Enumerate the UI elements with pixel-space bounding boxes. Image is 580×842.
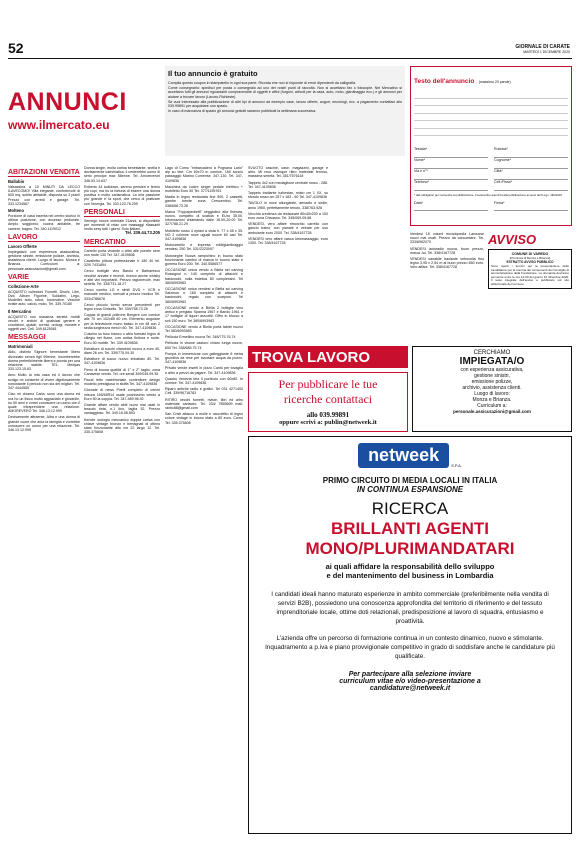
publish-line: Per pubblicare le tue xyxy=(278,377,378,391)
coupon-field[interactable]: Città* xyxy=(494,169,568,180)
coupon-field[interactable]: Firma* xyxy=(494,201,568,211)
ad-item: OCCASIONE unica vendo a Biella sei carving Rossignol n. 140 completo di attacchi e bastoncini, nulla estetica 80 complessivi. Tel 380/6993983 xyxy=(165,268,243,285)
section-heading: VARIE xyxy=(8,274,80,282)
coupon-title: Testo dell'annuncio xyxy=(414,78,475,85)
ad-item: Aldo, distinto Signore benestante libero divorziato senza figli 59enne, incontrerebbe donna preferibilmente libera e pronta per una relazione stabile. TEL. Medyas 333.123.15.63 xyxy=(8,350,80,372)
page-number: 52 xyxy=(8,40,24,56)
ad-item: Tappeto 3x2 con medaglione centrale rosso - 288. Tel. 347-4109836 xyxy=(248,180,328,189)
cerchiamo-desc: archivio, assistenza clienti. xyxy=(462,385,522,391)
ad-item: Riparo antiche radio e grafici. Tel 031 4271400 Cell. 339/96716783 xyxy=(165,387,243,396)
header-rule xyxy=(8,58,572,59)
netweek-tagline: S.P.A. xyxy=(451,463,462,468)
ad-item: Pompa in immersione con galleggiante 6 metra grundfos da rese per svuotare acqua da pozzo. 347-4109836 xyxy=(165,351,243,365)
ad-item: Donna single, molto carina benestante, snella e decisamente carismatica, il cesterebbe uomo di serio principe max 58enne. Tel. Amoreverori 346.53.14.637 xyxy=(84,166,160,183)
coupon-field[interactable]: Nome* xyxy=(414,158,488,169)
ad-item: Cerco piccolo tornio senza precedenti per legno zona Cinisello. Tel. 339/758.73.28 xyxy=(84,302,160,312)
ad-item: Motoseghe Nuova rampichino in buono stato funzionante cambio di marcia in buono stato e gomma Euro 200. Tel. 340.5586577 xyxy=(165,253,243,267)
info-line: Compila questo coupon in stampatello in ogni sua parte. Ricorda che non si risponde di errori dipendenti da calligrafia. xyxy=(168,81,356,85)
ad-item: Semego nuove orientale 21anni, si disponibile per momenti di relax con massaggi rilassanti molto sexy tutti i giorni. Solo italiani. xyxy=(84,218,160,232)
ad-item: Macchina da cucire singer pedale elettrico + mobiletto Euro 50 Tel. 377/1195761 xyxy=(165,184,243,194)
info-box xyxy=(165,66,405,156)
avviso-org: COMUNE DI VAREDO xyxy=(511,252,549,256)
ad-item: TAVOLO in noce allungabile, armadio e sedie, anno 1960, perfettamente tenuto. 338/763.926 xyxy=(248,201,328,210)
info-line: In caso di mancanza di spazio gli annunci gratuiti saranno pubblicati la settimana successiva. xyxy=(168,109,317,114)
ad-item: Grande affare vendo abiti nuovi mai usati in tessuto tinta, n.1 lino, taglia 52. Prezzo vantaggioso. Tel. 349.16.06.893 xyxy=(84,402,160,416)
subsection-heading: Il Mercatino xyxy=(8,308,32,314)
subsection-heading: Ballabio xyxy=(8,179,25,184)
info-box-title: Il tuo annuncio è gratuito xyxy=(168,69,258,78)
avviso-title: AVVISO xyxy=(488,232,537,247)
cerchiamo-mail[interactable]: personale.assicurazioni@gmail.com xyxy=(453,409,531,414)
masthead-title: ANNUNCI xyxy=(8,88,127,116)
netweek-body: I candidati ideali hanno maturato esperienze in ambito commerciale (preferibilmente nella vendita di servizi B2B), possiedono una conoscenza approfondita del territorio di riferimento e del tessuto imprenditoriale locale, ottime doti relazionali, predisposizione al lavoro di squadra, entusiasmo e proattività. xyxy=(271,591,549,625)
ad-item: Ciao mi chiamo Carla, sono una donna ed ora ho un fisico molto aggraziato e giovanile, ho 50 anni e vorrei conoscere un uomo con il quale intraprendere una relazione. AMOREVERO Tel. 346.13.12.999 xyxy=(8,392,80,414)
masthead-url: www.ilmercato.eu xyxy=(8,118,110,132)
subsection-heading: Collezione-Arte xyxy=(8,283,39,289)
ad-item: Fiscal letto matrimoniale contenitore design modello prestigiosa in stoffa Tel. 347-4109836 xyxy=(84,377,160,387)
ad-item: Pelliccia Ermellino nuova Tel. 348/775.76.74 xyxy=(165,335,236,340)
netweek-head: IN CONTINUA ESPANSIONE xyxy=(356,485,464,494)
ad-item: VENDESI sanabile baciante vetrocella fino legno 3,95 x 2,54 m al buon prezzo 650 euro. Vero affare. Tel. 338/4167728 xyxy=(410,257,484,270)
ad-phone: Tel. 339.44.73.205 xyxy=(125,230,160,236)
trova-lavoro-banner: TROVA LAVORO xyxy=(248,346,408,368)
section-heading: MESSAGGI xyxy=(8,334,80,342)
coupon-field[interactable]: Cognome* xyxy=(494,158,568,169)
cerchiamo-cv: Curriculum a: xyxy=(477,403,507,409)
netweek-affid: e del mantenimento del business in Lombardia xyxy=(326,571,494,580)
ad-item: OCCASIONE unica vendesi a Biella sci carving Salomon n. 160 completo di attacchi e bastoncini, regalo con scarponi. Tel 380/6993983 xyxy=(165,287,243,304)
info-line: Se vuoi interessato alla pubblicazione di altri tipi di annunci ad esempio case, lavoro offerte, auguri, necrologi, ecc. a pagamento contattaci allo 039.99891 per acquistare uno spazio. xyxy=(168,99,402,109)
section-heading: ABITAZIONI VENDITA xyxy=(8,169,80,176)
cerchiamo-title: CERCHIAMO xyxy=(473,350,511,356)
ad-item: Fieno di buona qualità' di 1° e 2° taglio, zona Canavese vendo. Tel. ore serali 390/045.09.35 xyxy=(84,367,160,376)
ad-item: Carrello porta vivande o altro alle ponete nere con ruote 130 Tel. 347-4109836 xyxy=(84,248,160,257)
ad-item: VENDESI autoradio nuova, buon prezzo, marca Jul. Tel. 338/4167728 xyxy=(410,246,484,255)
ad-item: Porzione di casa inserita nel centro storico in ottima posizione, con accesso pedonale. Ampio soggiorno, cucina abitabile, tre camere, bagno. Tel. 340.1119012 xyxy=(8,214,80,231)
ad-item: Estrattore di succhi vitaminici nuovo a euro 40, diam 26 cm. Tel. 339/775.09.30 xyxy=(84,346,160,355)
subsection-heading: Matrimoniali xyxy=(8,344,33,350)
ad-item: OCCASIONE vendo a Biella porta tablet nuovo Tel 380/6993983 xyxy=(165,324,243,333)
cerchiamo-role: IMPIEGATA/O xyxy=(459,356,525,367)
avviso-box xyxy=(488,232,572,342)
netweek-ad xyxy=(248,436,572,834)
ad-item: Estrattore di succo nuovo imballato 80. Tel. 347-4109836 xyxy=(84,357,160,366)
coupon-note: * dati obbligatori per consentire la pubblicazione. Il sottoscritto autorizza alla pubblicazione ai sensi del D.Lgs. 196/2003 xyxy=(414,193,562,197)
netweek-role: BRILLANTI AGENTI xyxy=(330,519,490,538)
coupon xyxy=(410,66,572,226)
coupon-field[interactable]: Data* xyxy=(414,201,488,211)
ad-item: Roberto 44 lodidown, sereno pensieri e fermo più cupi, ma ho la fortuna di essere una donna positiva e molto carismatica. La mia passione piu' grande e' la sport, che cerco di praticare con l'energia. Tel. 333.123.76.259 xyxy=(84,184,160,206)
ad-item: ACQUISTO collezioni Fumetti, Dischi, Libri, Dvd, Album Figurine, Soldatini, Lego, Modellini auto, robot, locomotive. Vecchie riviste auto, calcio, moto. Tel. 339.70180 xyxy=(8,289,80,307)
netweek-cta: curriculum vitae e/o video-presentazione a xyxy=(339,678,481,685)
column-2 xyxy=(84,166,160,834)
ad-item: Cuscino su fuso bianco o altro formato legno di ciliegio nel fiume, con antica finitura e ruote. Euro 50 mobile. Tel. 339 4109836 xyxy=(84,332,160,345)
avviso-sub: (Provincia di Monza e Brianza) xyxy=(509,256,551,260)
publish-email: oppure scrivi a: publin@netweek.it xyxy=(279,419,377,426)
ad-item: Mobiletto rosso 4 ripiani a vista h. 77 x 48 x 35. NO 2 colonne noce uguali nuove 60 cad Tel. 347-4109836 xyxy=(165,228,243,242)
ad-item: Marca "Foppapedretti" seggiolino alla finestra, nuovo, completo di scatola e EUro 35.00. Informazioni chiamando dalle 18.00-20.00 Tel. 327/788.21.29 xyxy=(165,209,243,227)
header-date: MARTEDÌ 1 DICEMBRE 2020 xyxy=(523,50,570,54)
avviso-body: Sono aperti i termini per la presentazione delle candidature per la nomina dei componenti del Consiglio di amministrazione della Fondazione. Le domande dovranno pervenire entro le ore 12.00 del giorno 10 dicembre 2020. Il testo integrale dell'avviso è pubblicato sul sito istituzionale del Comune. xyxy=(491,264,569,286)
netweek-cta: Per partecipare alla selezione inviare xyxy=(348,671,472,678)
publish-phone: allo 039.99891 xyxy=(306,411,350,419)
ad-item: VENDESI vero affare vasca idromassaggio, euro 1300. Tel. 338/4167728 xyxy=(248,236,328,246)
coupon-lines[interactable] xyxy=(414,91,568,143)
netweek-role: MONO/PLURIMANDATARI xyxy=(305,539,515,558)
ad-item: Kenote orologio meccanico doppia carica con chiave vintage bronzo e bertagnati di ottimo stato funzionante alto cm 22 largo 12. Tel. 335.375808 xyxy=(84,417,160,435)
netweek-ricerca: RICERCA xyxy=(371,499,449,518)
cerchiamo-desc: Monza e Brianza. xyxy=(472,397,512,403)
section-heading: PERSONALI xyxy=(84,209,160,217)
netweek-body: L'azienda offre un percorso di formazione continua in un contesto dinamico, nuovo e stimolante. Inquadramento a p.iva e piano provvigionale competitivo in grado di soddisfare anche le candidature più qualificate. xyxy=(265,635,555,660)
ad-item: RITIRO vecchi fumetti, riviste, libri ed altro materiale cartaceo. Tel. 334/ 7855699 mail: rantic88@gmail.com xyxy=(165,397,243,410)
info-line: Come consegnarlo: spedisci per posta o consegnalo ad uno dei nostri punti di raccolta. Non si accettano fax o fotocopie. Nel Mercatino si accettano tutti gli annunci riguardanti compravendite di oggetti e affini (furgoni, articoli per la casa, auto, moto, giardinaggio ecc.) e gli annunci per aiutare a trovare lavoro (Lavoro-Richieste). xyxy=(168,86,402,99)
column-1 xyxy=(8,166,80,834)
ad-item: Coppia di grandi poltrone Bergere con cornice alle 70 cm 102x85 60 cm. Elemento angolare per la televisione mono basso in cm 48 con 2 sedia lunghezza mesi h 60. Tel. 347-4109836 xyxy=(84,313,160,330)
ad-item: VENDESI, vero affare rimorchio carrello con gancio traino, con pianale e vetrate per uso ambulante euro 2000. Tel. 338/4167728 xyxy=(248,222,328,235)
netweek-head: PRIMO CIRCUITO DI MEDIA LOCALI IN ITALIA xyxy=(322,476,498,485)
column-3 xyxy=(165,166,243,834)
ad-item: Amo Molto la mia casa ed il lavoro che svolgo mi consente di vivere dignitosamente nonostante il periodo non sia dei migliori. Tel. 347.4444555 xyxy=(8,373,80,391)
ad-item: Valsassina a 10 MINUTI DA LECCO ILAVECOMO! Villa elegante, confortevole di 600 mq, subito abitabile, disposta su 3 piani! Prezzo con arredi e garage. Tel. 333.1234567 xyxy=(8,185,80,206)
ad-item: ACQUISTO con massima serietà mobili vecchi e antichi di qualsiasi genere e condizioni, quadri, cornici, orologi, monete e oggetti vari. Cell. 349.6125061 xyxy=(8,314,80,332)
cerchiamo-desc: gestione sinistri, xyxy=(474,373,510,379)
cerchiamo-desc: con esperienza assicurativa, xyxy=(460,367,524,373)
netweek-affid: ai quali affidare la responsabilità dello sviluppo xyxy=(325,562,495,571)
ad-item: Madia in legno restaurata fine 500, 2 cassetti, gambe tornite zona Crescentino. Tel. 338/658.73.26 xyxy=(165,195,243,208)
section-heading: LAVORO xyxy=(8,234,80,242)
ad-item: Pelliccia in visone castoro chiaro lunga nuove, 600 Tel. 338/685.75.74 xyxy=(165,341,243,350)
section-heading: MERCATINO xyxy=(84,239,160,247)
ad-item: Privato vende inserti in pizzo Cantù per tovaglia o altro a prezzi da pagare. Tel. 347-4109836 xyxy=(165,366,243,375)
ad-item: Vecchia credenza da restaurare 80x40x200 a 100 euro zona Chivasso. Tel. 345/069.09.68 xyxy=(248,211,328,221)
ad-item: San Cristi attacco a molle e raccofetto di legno colore vintage in buono stato a 80 euro. Como Tel. 335.375808 xyxy=(165,412,243,425)
ad-item: Impiegata/o con esperienza assicurativa, gestione sinistri, emissione polizze, archivio, assistenza clienti. Luogo di lavoro: Monza e Brianza. Curriculum a: personale.assicurazioni@gmail.com xyxy=(8,249,80,271)
ad-item: Cerco bottiglie vino Barolo e Barbaresco vecchie annate e recenti, ricerco anche whisky e altri vini importanti. Prezzo ragionevole, max serietà. Tel. 335/731.18.27 xyxy=(84,269,160,287)
netweek-email[interactable]: candidature@netweek.it xyxy=(369,685,451,692)
ad-item: Quadro Venezia tela il porticolo con 60x80. In cornice. Tel. 347-4109836 xyxy=(165,376,243,385)
publish-line: ricerche contattaci xyxy=(283,392,373,406)
ad-item: Decisamente attraente, Alba e una donna di grande cuore che ama la famiglia e vorrebbe conoscere un uomo per una relazione. Tel. 346.13.12.999 xyxy=(8,415,80,432)
ad-item: Vendesi 15 volumi enciclopedia Larousse nuovi mai usati. Prezzo da concordare. Tel. 333/6962070 xyxy=(410,232,484,245)
subsection-heading: Molteno xyxy=(8,208,25,214)
subsection-heading: Lavoro Offerte xyxy=(8,243,37,249)
ad-item: Lago di Como "Imbarcadero a Pognana Lario" alp su tele. Cm 60x70 in cornice. 160 scricio passaggio Marino Comense. 347-130. Tel. 347-4109836 xyxy=(165,166,243,183)
coupon-hint: (massimo 20 parole) xyxy=(478,80,511,84)
column-4 xyxy=(248,166,328,342)
ad-item: Cerco combo LG e simili DVD + VCR e manuale medico, mercati a prezzo modico Tel. 333/4786676 xyxy=(84,288,160,301)
coupon-field[interactable]: Telefono* xyxy=(414,180,488,191)
ad-item: SVUOTO cascine, case, magazzini, garage e altro. Mi reco ovunque ritiro materiale ferroso, massima serietà. Tel. 351/7576118 xyxy=(248,166,328,179)
publish-box xyxy=(248,372,408,432)
coupon-field[interactable]: Cell./Fisso* xyxy=(494,180,568,191)
cerchiamo-desc: emissione polizze, xyxy=(471,379,513,385)
column-5 xyxy=(410,232,484,342)
ad-item: Giornale di news Pirelli completo di cerchi misura 165/65R14 usate pochissimo vendo a Euro 50 la coppia. Tel. 347-489.96.92 xyxy=(84,388,160,401)
coupon-field[interactable]: Via e n°* xyxy=(414,169,488,180)
ad-item: OCCASIONE vendo a Biella 2 bottiglie vino antico e pregiato Spanna 1967 e Barolo 1961 e 17 bottiglie di liquori assortiti. Offro in blocco a soli 150 euro. Tel 380/6993983 xyxy=(165,305,243,323)
ad-item: Cavalletto pittura professionale h 180 40 tel. 329/ 7431894 xyxy=(84,259,160,268)
cerchiamo-desc: Luogo di lavoro: xyxy=(474,391,510,397)
coupon-field[interactable]: Testata* xyxy=(414,147,488,158)
avviso-line: ESTRATTO AVVISO PUBBLICO xyxy=(506,260,554,264)
ad-item: Motocarrello e impresa edili/giardinaggio vendesi. 250 Tel. 031/2223097 xyxy=(165,243,243,252)
header-paper: GIORNALE DI CARATE xyxy=(515,44,570,50)
cerchiamo-box xyxy=(412,346,572,432)
ad-item: Tappeto tradiante turkestan, misto cm 1 XX, su sfondo rosso cm 257 x 183 - 60 Tel. 347-4109836 xyxy=(248,191,328,200)
coupon-field[interactable]: Rubrica* xyxy=(494,147,568,158)
netweek-logo-text: netweek xyxy=(368,445,440,465)
netweek-logo xyxy=(358,443,449,468)
